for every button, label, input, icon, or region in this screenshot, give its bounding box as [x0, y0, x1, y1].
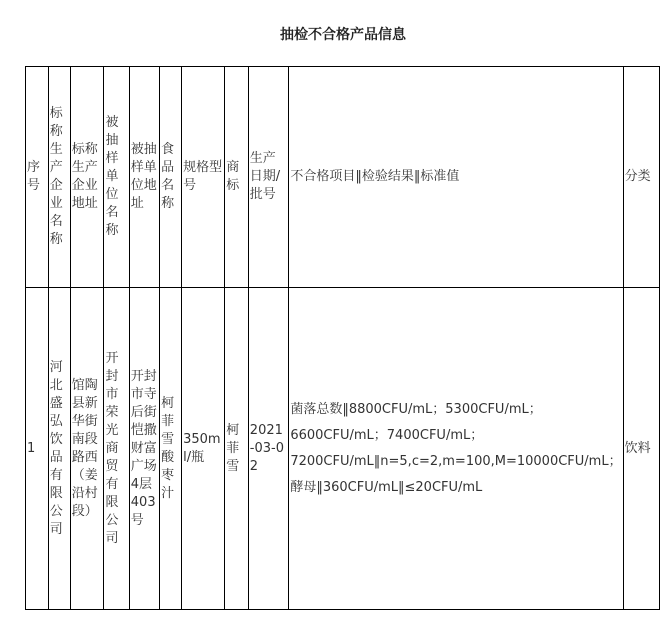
header-category: 分类 [623, 67, 659, 288]
page-title: 抽检不合格产品信息 [280, 27, 406, 43]
cell-sampled-unit-name: 开封市荣光商贸有限公司 [104, 288, 129, 610]
header-sampled-unit-name: 被抽样单位名称 [104, 67, 129, 288]
cell-spec: 350ml/瓶 [182, 288, 225, 610]
header-producer-name: 标称生产企业名称 [48, 67, 70, 288]
cell-food-name: 柯菲雪酸枣汁 [160, 288, 182, 610]
cell-producer-name: 河北盛弘饮品有限公司 [48, 288, 70, 610]
table-header-row [26, 67, 660, 288]
header-food-name: 食品名称 [160, 67, 182, 288]
header-producer-address: 标称生产企业地址 [70, 67, 104, 288]
header-production-date: 生产日期/批号 [248, 67, 289, 288]
cell-seq: 1 [26, 288, 49, 610]
cell-unqualified-items [289, 288, 623, 610]
result-line: 6600CFU/mL；7400CFU/mL； [290, 427, 484, 443]
header-brand: 商标 [225, 67, 249, 288]
table-row [26, 288, 660, 610]
header-spec: 规格型号 [182, 67, 225, 288]
result-line: 酵母‖360CFU/mL‖≤20CFU/mL [290, 479, 483, 495]
cell-sampled-unit-address: 开封市寺后街恺撒财富广场4层403号 [129, 288, 159, 610]
cell-brand: 柯菲雪 [225, 288, 249, 610]
cell-category: 饮料 [623, 288, 659, 610]
result-line: 菌落总数‖8800CFU/mL；5300CFU/mL； [290, 401, 542, 417]
cell-producer-address: 馆陶县新华街南段路西（姜沿村段） [70, 288, 104, 610]
unqualified-products-table [25, 66, 660, 610]
header-unqualified-items: 不合格项目‖检验结果‖标准值 [289, 67, 623, 288]
cell-production-date: 2021-03-02 [248, 288, 289, 610]
header-seq: 序号 [26, 67, 49, 288]
header-sampled-unit-address: 被抽样单位地址 [129, 67, 159, 288]
result-line: 7200CFU/mL‖n=5,c=2,m=100,M=10000CFU/mL； [290, 453, 622, 469]
